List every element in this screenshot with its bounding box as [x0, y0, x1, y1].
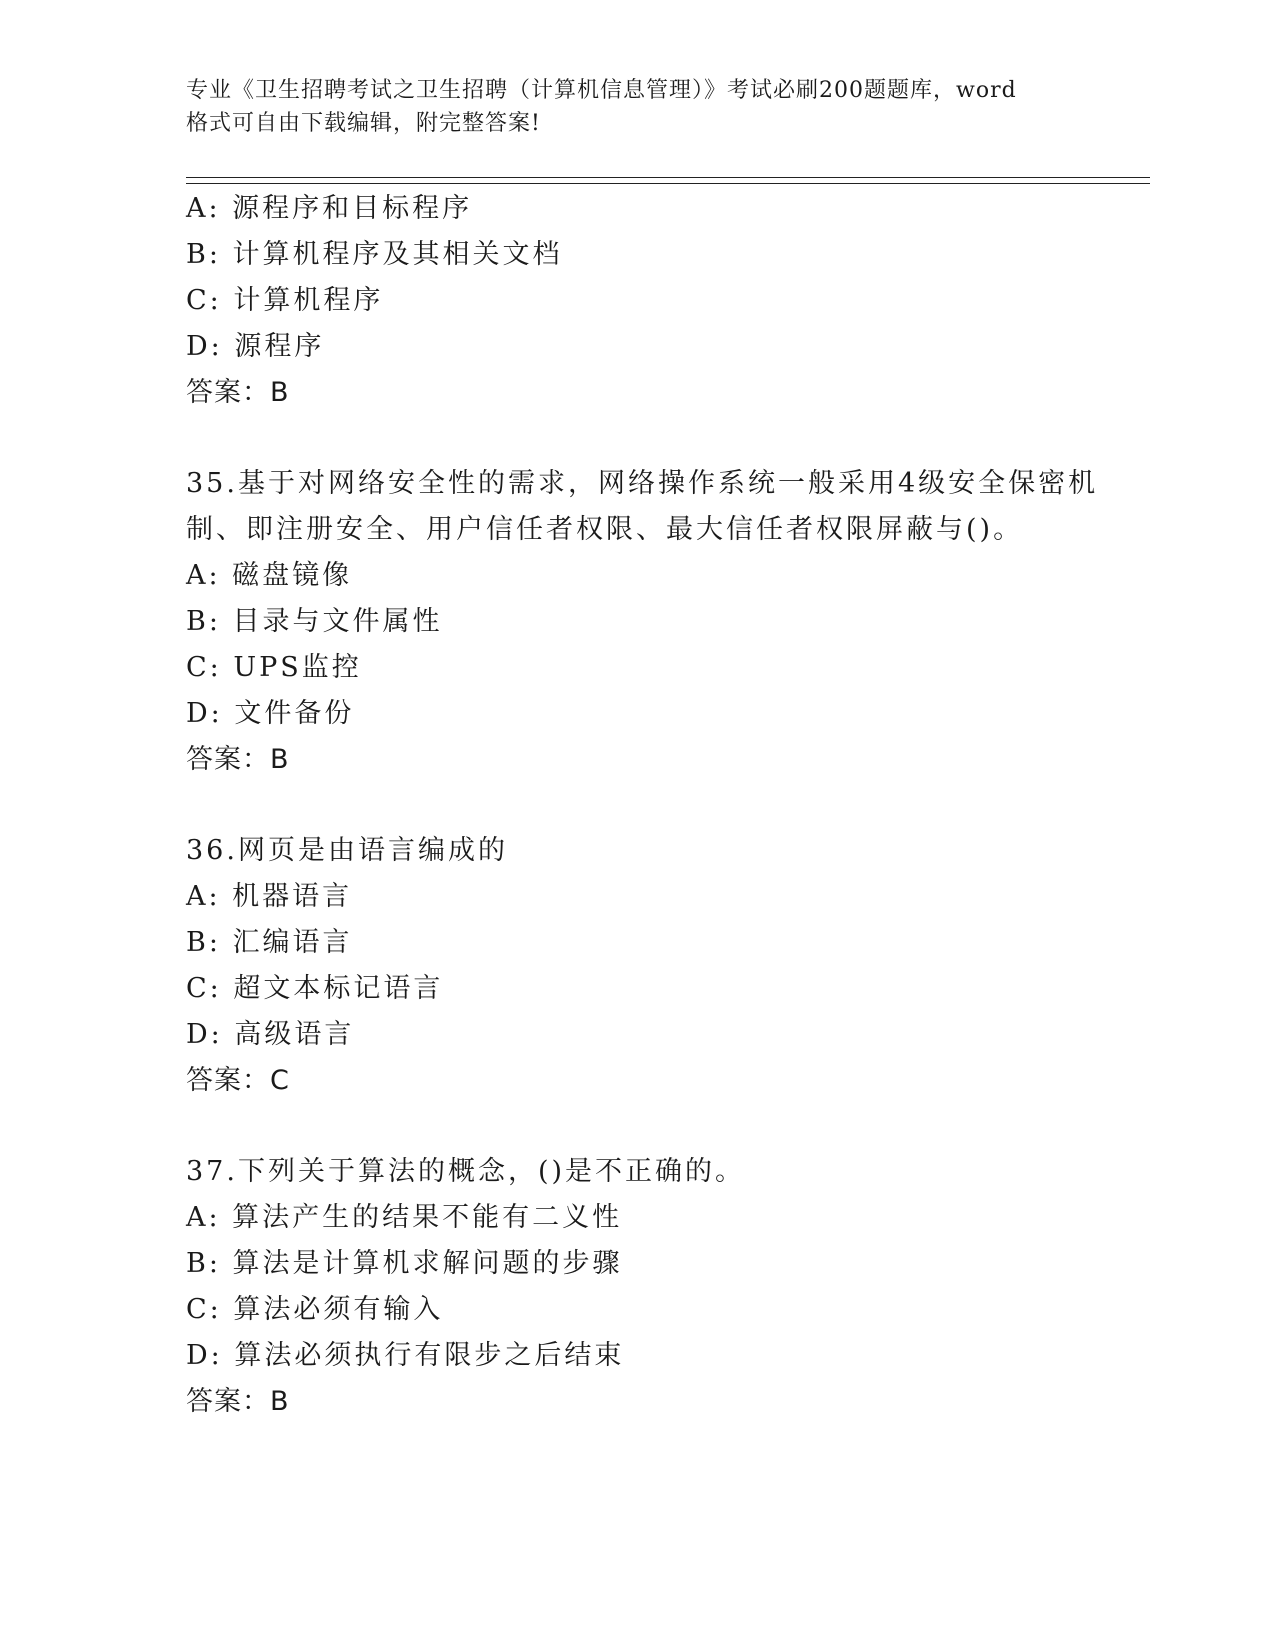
question-text-line-1: 35.基于对网络安全性的需求，网络操作系统一般采用4级安全保密机 [186, 468, 1099, 499]
question-list [186, 186, 1106, 1425]
option-c: C: UPS监控 [186, 652, 362, 683]
question-text: 36.网页是由语言编成的 [186, 835, 508, 866]
header-line-1: 专业《卫生招聘考试之卫生招聘（计算机信息管理）》考试必刷200题题库，word [186, 78, 1017, 103]
answer: 答案：B [186, 744, 290, 775]
option-d: D: 源程序 [186, 331, 325, 362]
option-b: B: 汇编语言 [186, 927, 353, 958]
option-b: B: 计算机程序及其相关文档 [186, 239, 563, 270]
spacer [186, 416, 1106, 461]
header-rule-bottom [186, 183, 1150, 184]
option-b: B: 目录与文件属性 [186, 606, 443, 637]
answer: 答案：B [186, 1386, 290, 1417]
option-a: A: 算法产生的结果不能有二义性 [186, 1202, 623, 1233]
question-35 [186, 461, 1106, 783]
option-c: C: 算法必须有输入 [186, 1294, 444, 1325]
spacer [186, 1104, 1106, 1149]
option-b: B: 算法是计算机求解问题的步骤 [186, 1248, 623, 1279]
document-header [186, 74, 1086, 140]
answer: 答案：B [186, 377, 290, 408]
option-d: D: 算法必须执行有限步之后结束 [186, 1340, 625, 1371]
header-rule-top [186, 177, 1150, 178]
question-text-line-2: 制、即注册安全、用户信任者权限、最大信任者权限屏蔽与()。 [186, 514, 1024, 545]
option-d: D: 文件备份 [186, 698, 355, 729]
question-36 [186, 828, 1106, 1104]
option-d: D: 高级语言 [186, 1019, 355, 1050]
option-a: A: 机器语言 [186, 881, 353, 912]
header-line-2: 格式可自由下载编辑，附完整答案! [186, 111, 541, 136]
question-text: 37.下列关于算法的概念，()是不正确的。 [186, 1156, 746, 1187]
question-34-partial [186, 186, 1106, 416]
option-c: C: 超文本标记语言 [186, 973, 444, 1004]
answer: 答案：C [186, 1065, 290, 1096]
option-a: A: 源程序和目标程序 [186, 193, 473, 224]
option-a: A: 磁盘镜像 [186, 560, 353, 591]
question-37 [186, 1149, 1106, 1425]
option-c: C: 计算机程序 [186, 285, 384, 316]
spacer [186, 783, 1106, 828]
